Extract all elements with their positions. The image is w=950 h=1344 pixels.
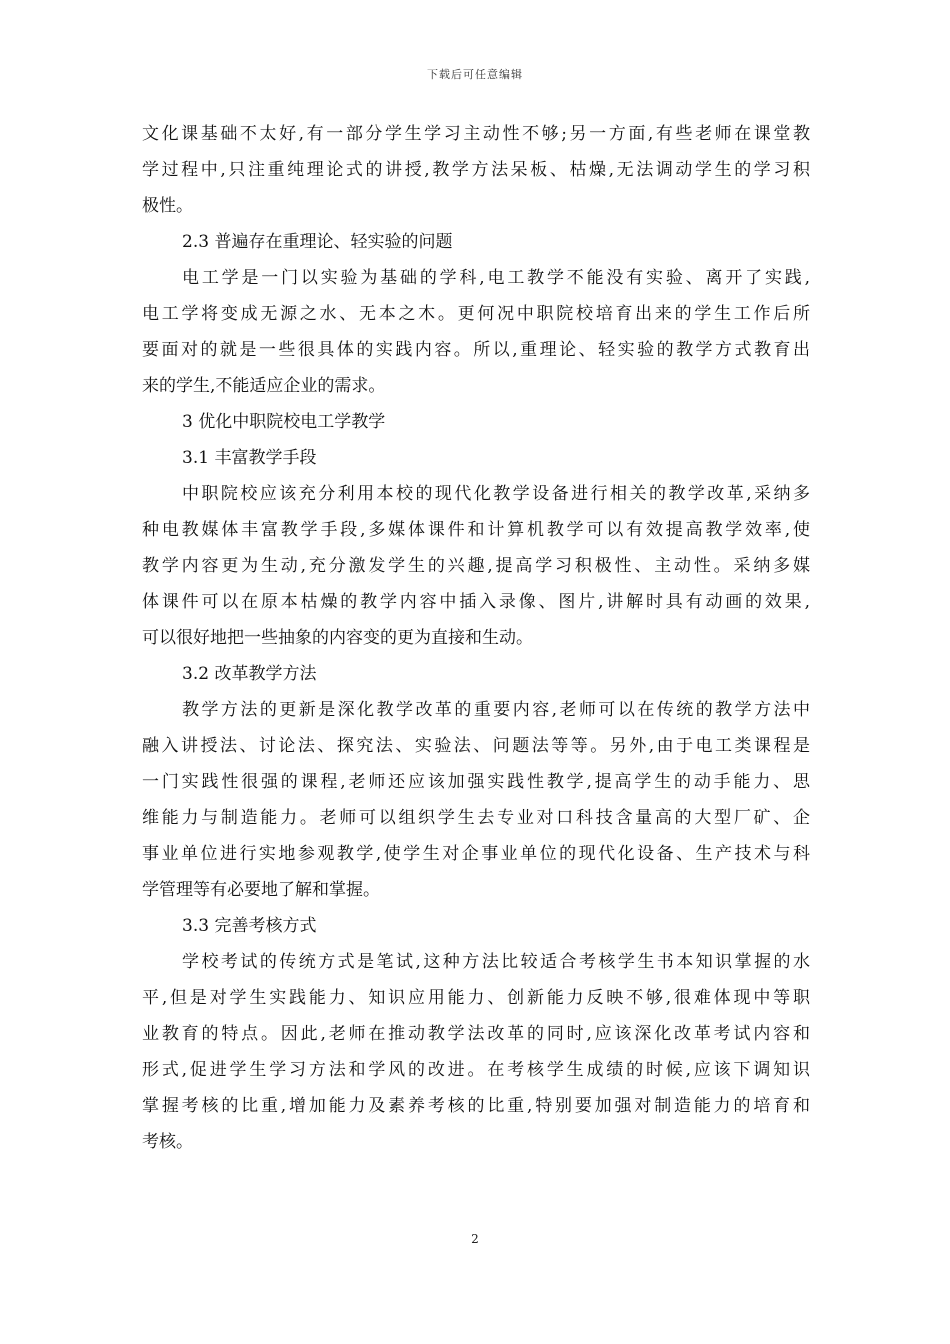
text-line: 形式,促进学生学习方法和学风的改进。在考核学生成绩的时候,应该下调知识 [142, 1060, 810, 1080]
text-line: 考核。 [142, 1132, 193, 1152]
text-line: 可以很好地把一些抽象的内容变的更为直接和生动。 [142, 628, 533, 648]
text-line: 体课件可以在原本枯燥的教学内容中插入录像、图片,讲解时具有动画的效果, [142, 592, 810, 612]
text-line: 3.3 完善考核方式 [182, 916, 317, 936]
text-line: 文化课基础不太好,有一部分学生学习主动性不够;另一方面,有些老师在课堂教 [142, 124, 810, 144]
page-number: 2 [471, 1232, 479, 1246]
document-body [142, 116, 810, 1160]
text-line: 一门实践性很强的课程,老师还应该加强实践性教学,提高学生的动手能力、思 [142, 772, 810, 792]
text-line: 事业单位进行实地参观教学,使学生对企事业单位的现代化设备、生产技术与科 [142, 844, 810, 864]
text-line: 中职院校应该充分利用本校的现代化教学设备进行相关的教学改革,采纳多 [182, 484, 810, 504]
text-line: 3 优化中职院校电工学教学 [182, 412, 386, 432]
text-line: 掌握考核的比重,增加能力及素养考核的比重,特别要加强对制造能力的培育和 [142, 1096, 810, 1116]
text-line: 融入讲授法、讨论法、探究法、实验法、问题法等等。另外,由于电工类课程是 [142, 736, 810, 756]
text-line: 3.1 丰富教学手段 [182, 448, 317, 468]
text-line: 电工学是一门以实验为基础的学科,电工教学不能没有实验、离开了实践, [182, 268, 810, 288]
text-line: 来的学生,不能适应企业的需求。 [142, 376, 386, 396]
text-line: 学校考试的传统方式是笔试,这种方法比较适合考核学生书本知识掌握的水 [182, 952, 810, 972]
text-line: 3.2 改革教学方法 [182, 664, 317, 684]
text-line: 业教育的特点。因此,老师在推动教学法改革的同时,应该深化改革考试内容和 [142, 1024, 810, 1044]
text-line: 极性。 [142, 196, 193, 216]
text-line: 电工学将变成无源之水、无本之木。更何况中职院校培育出来的学生工作后所 [142, 304, 810, 324]
page-header: 下载后可任意编辑 [427, 68, 523, 81]
text-line: 教学方法的更新是深化教学改革的重要内容,老师可以在传统的教学方法中 [182, 700, 810, 720]
text-line: 维能力与制造能力。老师可以组织学生去专业对口科技含量高的大型厂矿、企 [142, 808, 810, 828]
text-line: 种电教媒体丰富教学手段,多媒体课件和计算机教学可以有效提高教学效率,使 [142, 520, 810, 540]
text-line: 2.3 普遍存在重理论、轻实验的问题 [182, 232, 453, 252]
text-line: 教学内容更为生动,充分激发学生的兴趣,提高学习积极性、主动性。采纳多媒 [142, 556, 810, 576]
text-line: 要面对的就是一些很具体的实践内容。所以,重理论、轻实验的教学方式教育出 [142, 340, 810, 360]
text-line: 学过程中,只注重纯理论式的讲授,教学方法呆板、枯燥,无法调动学生的学习积 [142, 160, 810, 180]
text-line: 学管理等有必要地了解和掌握。 [142, 880, 380, 900]
text-line: 平,但是对学生实践能力、知识应用能力、创新能力反映不够,很难体现中等职 [142, 988, 810, 1008]
